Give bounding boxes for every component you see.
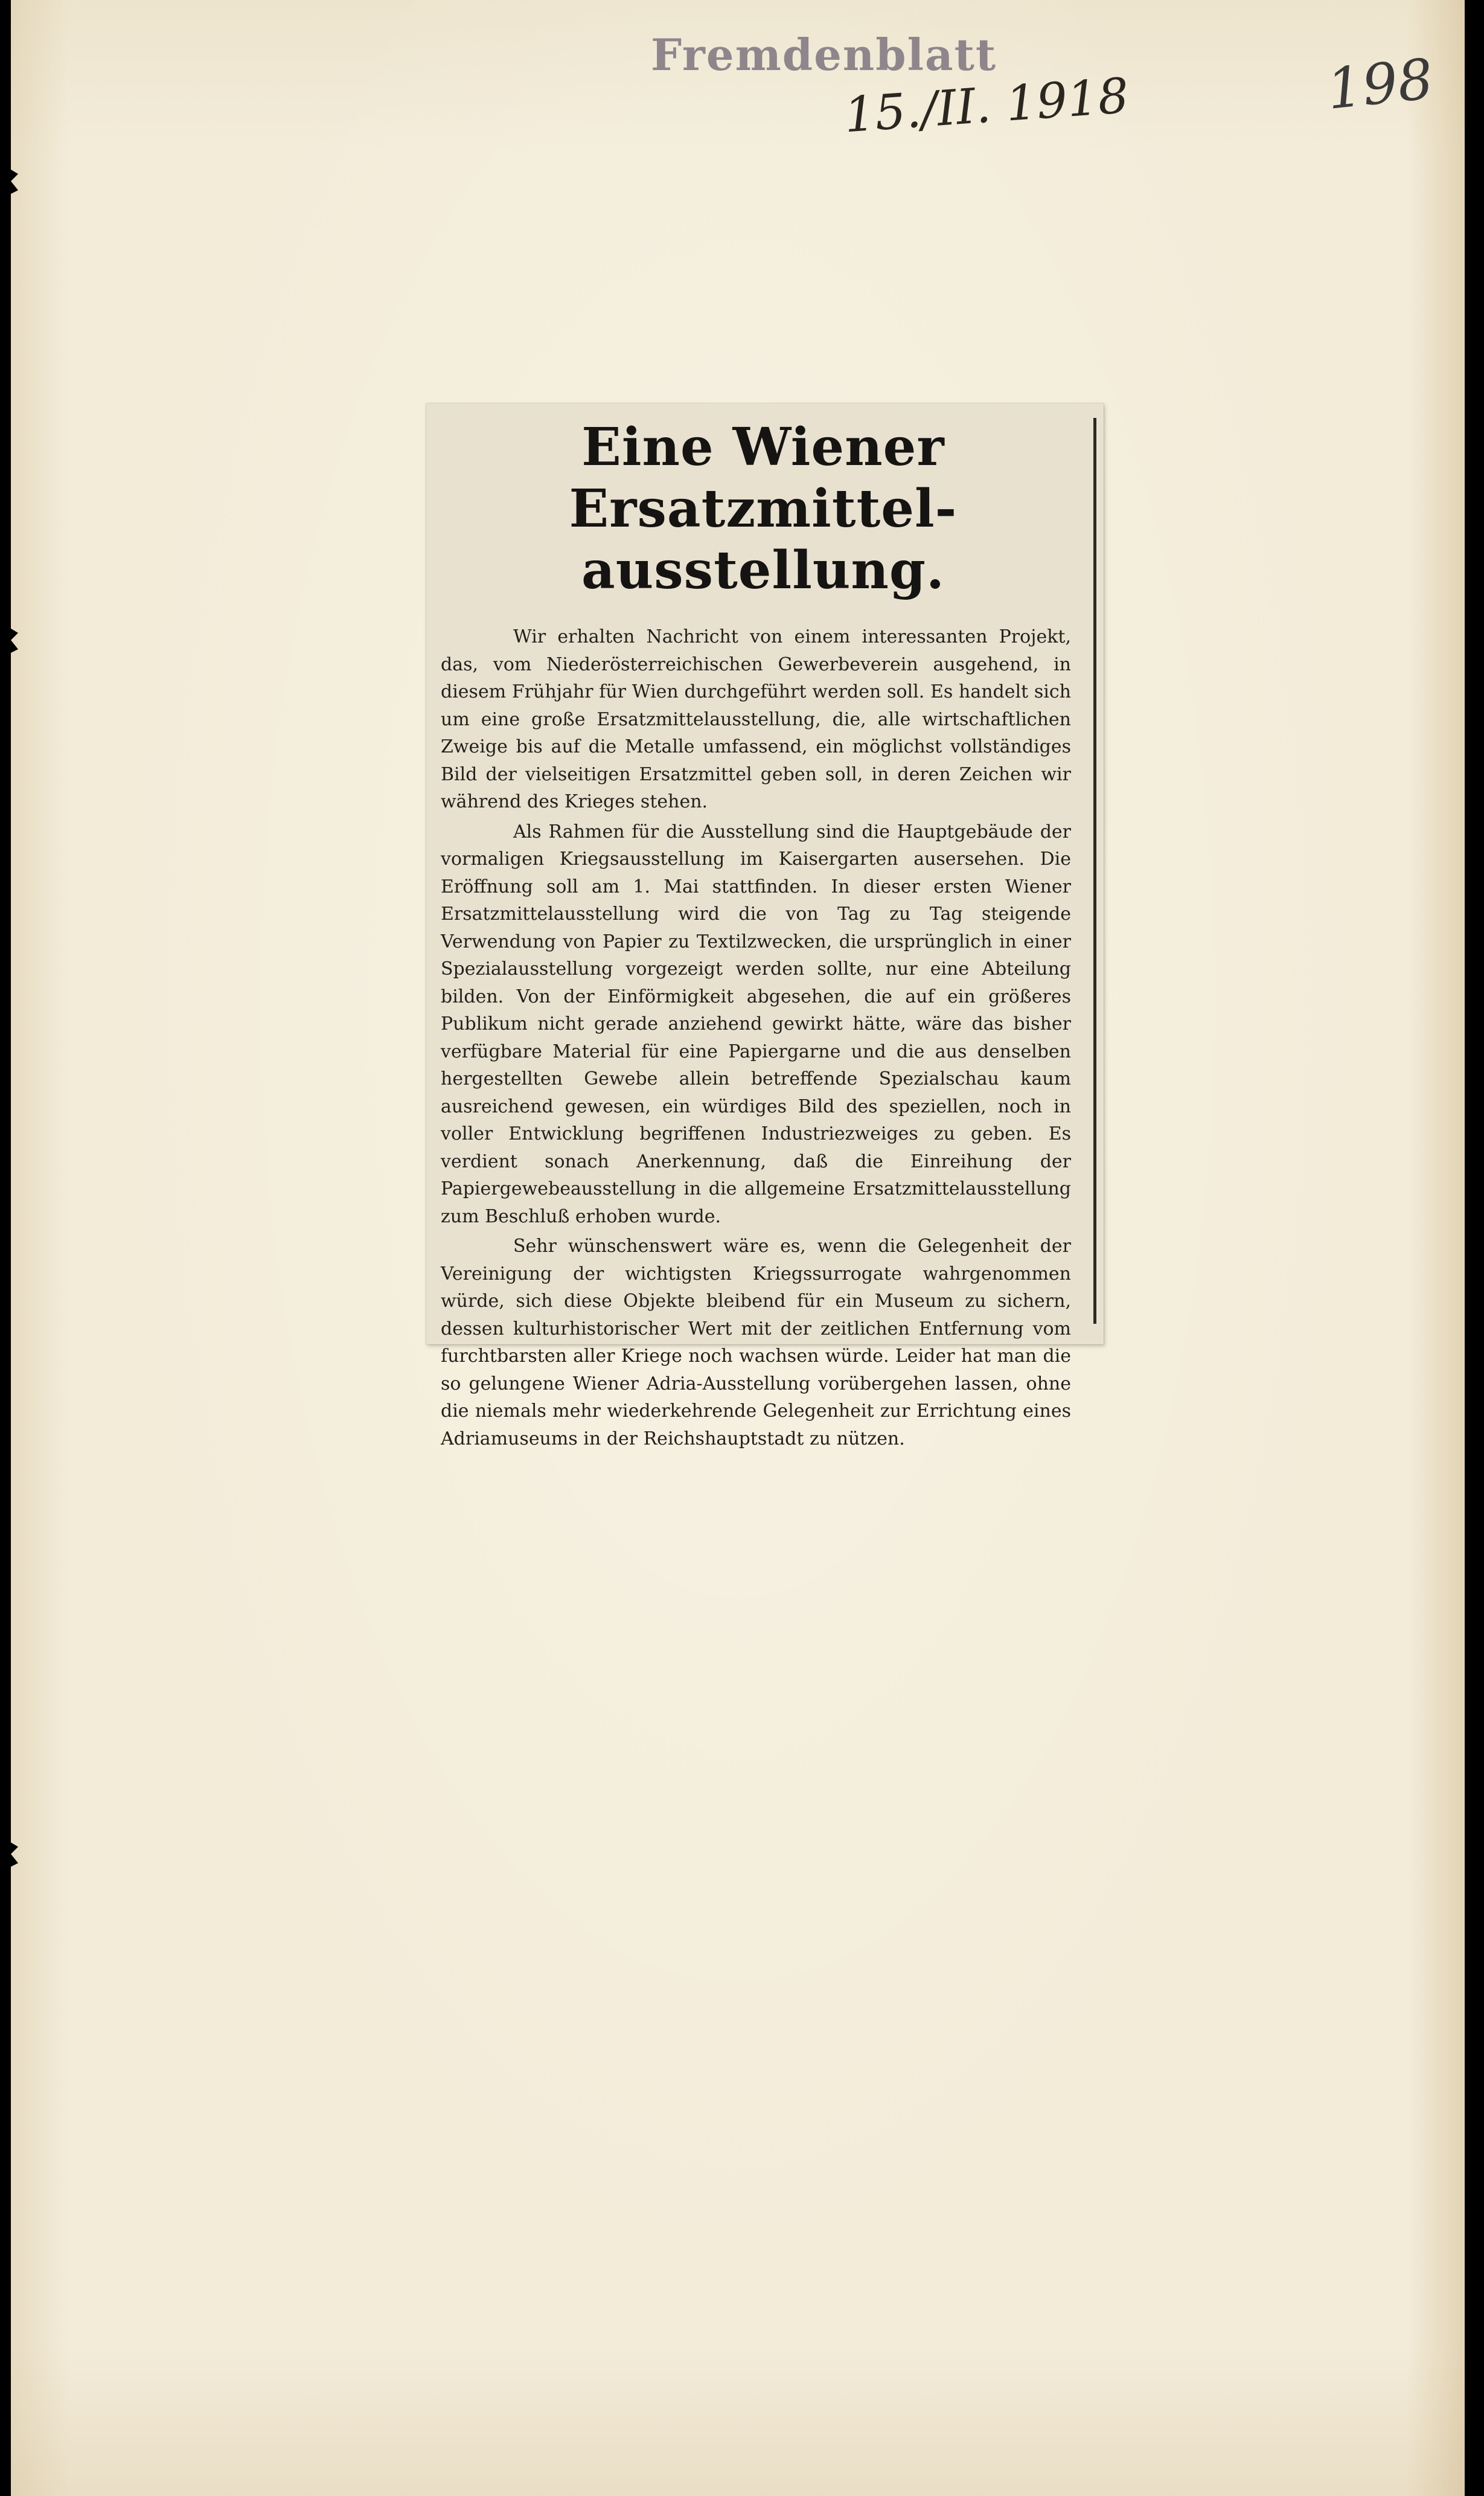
handwritten-folio-number: 198 [1323, 47, 1436, 122]
article-paragraph: Als Rahmen für die Ausstellung sind die Hauptgebäude der vormaligen Kriegsausstellung im Kaisergarten ausersehen. Die Eröffnung soll am 1. Mai stattfinden. In dieser ersten Wiener Ersatzmittelausstellung wird die von Tag zu Tag steigende Verwendung von Papier zu Textilzwecken, die ursprünglich in einer Spezialausstellung vorgezeigt werden sollte, nur eine Abteilung bilden. Von der Einförmigkeit abgesehen, die auf ein größeres Publikum nicht gerade anziehend gewirkt hätte, wäre das bisher verfügbare Material für eine Papiergarne und die aus denselben hergestellten Gewebe allein betreffende Spezialschau kaum ausreichend gewesen, ein würdiges Bild des speziellen, noch in voller Entwicklung begriffenen Industriezweiges zu geben. Es verdient sonach Anerkennung, daß die Einreihung der Papiergewebeausstellung in die allgemeine Ersatzmittelausstellung zum Beschluß erhoben wurde. [441, 821, 1071, 1227]
document-page [11, 0, 1465, 2496]
article-headline [441, 417, 1086, 602]
article-body [441, 623, 1086, 1452]
newspaper-clipping [426, 403, 1104, 1449]
handwritten-date: 15./II. 1918 [842, 67, 1131, 144]
newspaper-stamp: Fremdenblatt [651, 29, 997, 80]
article-paragraph: Wir erhalten Nachricht von einem interessanten Projekt, das, vom Niederösterreichischen Gewerbeverein ausgehend, in diesem Frühjahr für Wien durchgeführt werden soll. Es handelt sich um eine große Ersatzmittelausstellung, die, alle wirtschaftlichen Zweige bis auf die Metalle umfassend, ein möglichst vollständiges Bild der vielseitigen Ersatzmittel geben soll, in deren Zeichen wir während des Krieges stehen. [441, 626, 1071, 812]
headline-line-2: ausstellung. [581, 540, 945, 601]
headline-line-1: Eine Wiener Ersatzmittel- [569, 417, 958, 539]
article-paragraph: Sehr wünschenswert wäre es, wenn die Gelegenheit der Vereinigung der wichtigsten Kriegssurrogate wahrgenommen würde, sich diese Objekte bleibend für ein Museum zu sichern, dessen kulturhistorischer Wert mit der zeitlichen Entfernung vom furchtbarsten aller Kriege noch wachsen würde. Leider hat man die so gelungene Wiener Adria-Ausstellung vorübergehen lassen, ohne die niemals mehr wiederkehrende Gelegenheit zur Errichtung eines Adriamuseums in der Reichshauptstadt zu nützen. [441, 1236, 1071, 1449]
clipping-column-rule [1093, 418, 1096, 1324]
